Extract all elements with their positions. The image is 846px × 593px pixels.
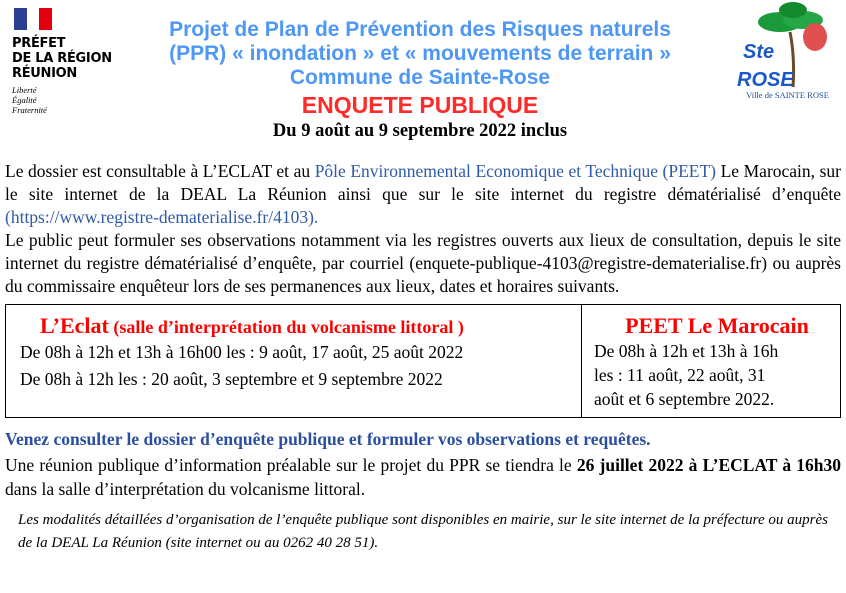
devise-line: Fraternité (12, 105, 47, 115)
prefet-line: RÉUNION (12, 66, 77, 81)
prefet-line: DE LA RÉGION (12, 51, 112, 66)
prefet-line: PRÉFET (12, 36, 66, 51)
peet-title: PEET Le Marocain (625, 313, 809, 338)
intro-text (5, 160, 841, 298)
sainte-rose-logo (735, 2, 840, 102)
eclat-title: L’Eclat (40, 313, 109, 338)
enquete-heading: ENQUETE PUBLIQUE (301, 92, 539, 118)
registre-url-link[interactable]: (https://www.registre-dematerialise.fr/4103). (5, 207, 319, 227)
reunion-text (5, 453, 841, 501)
intro-paragraph-1 (5, 160, 841, 229)
peet-line: les : 11 août, 22 août, 31 (594, 365, 766, 385)
main-content (5, 160, 841, 555)
ville-caption: Ville de SAINTE ROSE (746, 90, 829, 100)
title-line: Commune de Sainte-Rose (289, 66, 551, 89)
marianne-flag-icon (14, 8, 52, 30)
eclat-line: De 08h à 12h les : 20 août, 3 septembre et 9 septembre 2022 (20, 369, 443, 389)
peet-link[interactable]: Pôle Environnemental Economique et Technique (PEET) (314, 161, 717, 181)
palm-tree-icon (735, 2, 840, 90)
title-line: (PPR) « inondation » et « mouvements de terrain » (169, 42, 671, 65)
intro-text-part: Le Marocain, sur le site internet de la DEAL La Réunion ainsi que sur le site internet du registre dématérialisé d’enquête (5, 161, 841, 204)
reunion-text-part: Une réunion publique d’information préalable sur le projet du PPR se tiendra le (5, 455, 577, 475)
title-line: Projet de Plan de Prévention des Risques naturels (169, 18, 671, 41)
title-block (130, 18, 710, 142)
reunion-text-part: dans la salle d’interprétation du volcanisme littoral. (5, 479, 366, 499)
eclat-cell (6, 305, 582, 417)
eclat-line: De 08h à 12h et 13h à 16h00 les : 9 août, 17 août, 25 août 2022 (20, 342, 464, 362)
devise-line: Égalité (12, 95, 37, 105)
intro-text-part: Le dossier est consultable à L’ECLAT et au (5, 161, 315, 181)
intro-paragraph-2: Le public peut formuler ses observations notamment via les registres ouverts aux lieux de consultation, depuis le site internet du registre dématérialisé d’enquête, par courriel (enquete-publique-4103@registre-dematerialise.fr) ou auprès du commissaire enquêteur lors de ses permanences aux lieux, dates et horaires suivants. (5, 230, 841, 296)
schedule-table (5, 304, 841, 418)
svg-text:Ste: Ste (743, 41, 775, 63)
reunion-date: 26 juillet 2022 à L’ECLAT à 16h30 (576, 455, 841, 475)
footnote: Les modalités détaillées d’organisation de l’enquête publique sont disponibles en mairie, sur le site internet de la préfecture ou auprès de la DEAL La Réunion (site internet ou au 0262 40 28 51). (18, 512, 828, 551)
venez-consulter: Venez consulter le dossier d’enquête publique et formuler vos observations et requêtes. (5, 429, 651, 449)
devise-line: Liberté (12, 85, 37, 95)
peet-line: août et 6 septembre 2022. (594, 389, 775, 409)
dates-heading: Du 9 août au 9 septembre 2022 inclus (272, 121, 568, 141)
peet-line: De 08h à 12h et 13h à 16h (594, 341, 779, 361)
peet-cell (582, 305, 840, 417)
eclat-subtitle: (salle d’interprétation du volcanisme littoral ) (108, 317, 464, 337)
svg-text:ROSE: ROSE (737, 69, 794, 90)
prefet-logo (12, 8, 132, 115)
